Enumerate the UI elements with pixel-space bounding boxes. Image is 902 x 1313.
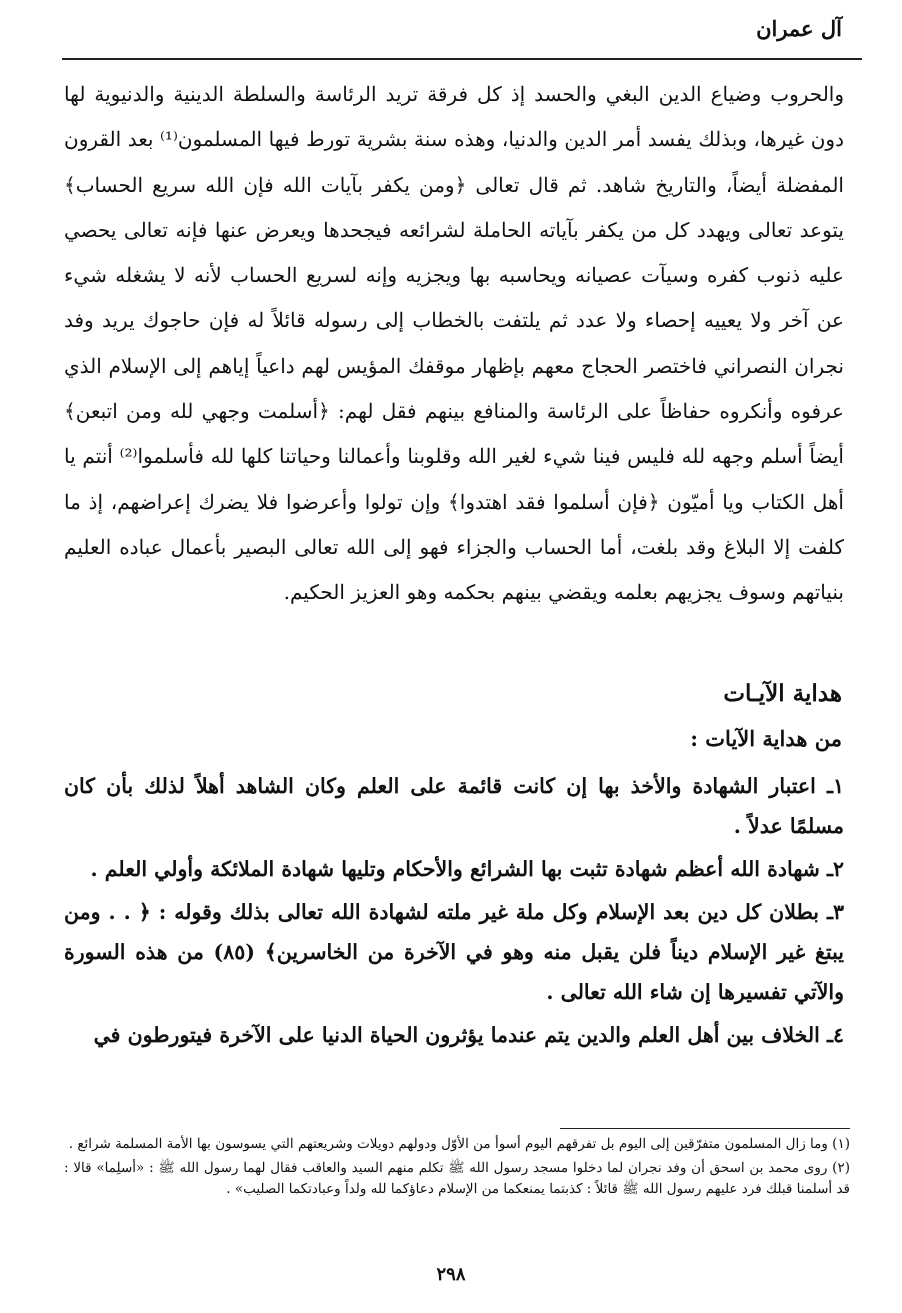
footnote-divider (560, 1128, 850, 1129)
commentary-paragraph: والحروب وضياع الدين البغي والحسد إذ كل فرقة تريد الرئاسة والسلطة الدينية والدنيوية لها دون غيرها، وبذلك يفسد أمر الدين والدنيا، وهذه سنة بشرية تورط فيها المسلمون⁽¹⁾ بعد القرون المفضلة أيضاً، والتاريخ شاهد. ثم قال تعالى ﴿ومن يكفر بآيات الله فإن الله سريع الحساب﴾ يتوعد تعالى ويهدد كل من يكفر بآياته الحاملة لشرائعه فيجحدها ويعرض عنها فإنه تعالى يحصي عليه ذنوب كفره وسيآت عصيانه ويحاسبه بها ويجزيه وإنه لسريع الحساب لأنه لا يشغله شيء عن آخر ولا يعييه إحصاء ولا عدد ثم يلتفت بالخطاب إلى رسوله قائلاً له فإن حاجوك يريد وفد نجران النصراني فاختصر الحجاج معهم بإظهار موقفك المؤيس لهم داعياً إياهم إلى الإسلام الذي عرفوه وأنكروه حفاظاً على الرئاسة والمنافع بينهم فقل لهم: ﴿أسلمت وجهي لله ومن اتبعن﴾ أيضاً أسلم وجهه لله فليس فينا شيء لغير الله وقلوبنا وأعمالنا وحياتنا كلها لله فأسلموا⁽²⁾ أنتم يا أهل الكتاب ويا أميّون ﴿فإن أسلموا فقد اهتدوا﴾ وإن تولوا وأعرضوا فلا يضرك إعراضهم، إذ ما كلفت إلا البلاغ وقد بلغت، أما الحساب والجزاء فهو إلى الله تعالى البصير بأعمال عباده العليم بنياتهم وسوف يجزيهم بعلمه ويقضي بينهم بحكمه وهو العزيز الحكيم. (64, 82, 844, 605)
lesson-item: ٤ـ الخلاف بين أهل العلم والدين يتم عندما يؤثرون الحياة الدنيا على الآخرة فيتورطون في (93, 1023, 844, 1047)
lesson-item: ٢ـ شهادة الله أعظم شهادة تثبت بها الشرائع والأحكام وتليها شهادة الملائكة وأولي العلم . (90, 857, 844, 881)
page-header-surah-name: آل عمران (756, 16, 842, 41)
header-divider (62, 58, 862, 60)
page-number: ٢٩٨ (436, 1264, 466, 1285)
section-subheading: من هداية الآيات : (690, 726, 842, 751)
footnote-1: (١) وما زال المسلمون متفرّقين إلى اليوم بل تفرقهم اليوم أسوأ من الأوّل ودولهم دويلات وشريعتهم التي يسوسون بها الأمة المسلمة شرائع . (68, 1136, 850, 1152)
section-heading: هداية الآيـات (723, 680, 842, 707)
lesson-item: ٣ـ بطلان كل دين بعد الإسلام وكل ملة غير ملته لشهادة الله تعالى بذلك وقوله : ﴿ . . ومن يبتغ غير الإسلام ديناً فلن يقبل منه وهو في الآخرة من الخاسرين﴾ (٨٥) من هذه السورة والآتي تفسيرها إن شاء الله تعالى . (64, 900, 845, 1004)
lessons-list (64, 766, 844, 1058)
lesson-item: ١ـ اعتبار الشهادة والأخذ بها إن كانت قائمة على العلم وكان الشاهد أهلاً لذلك بأن كان مسلمًا عدلاً . (64, 774, 844, 838)
footnotes (64, 1134, 850, 1203)
commentary-body (64, 72, 844, 616)
footnote-2: (٢) روى محمد بن اسحق أن وفد نجران لما دخلوا مسجد رسول الله ﷺ تكلم منهم السيد والعاقب فقال لهما رسول الله ﷺ : «أسلِما» قالا : قد أسلمنا قبلك فرد عليهم رسول الله ﷺ قائلاً : كذبتما يمنعكما من الإسلام دعاؤكما لله ولداً وعبادتكما الصليب» . (64, 1160, 850, 1197)
